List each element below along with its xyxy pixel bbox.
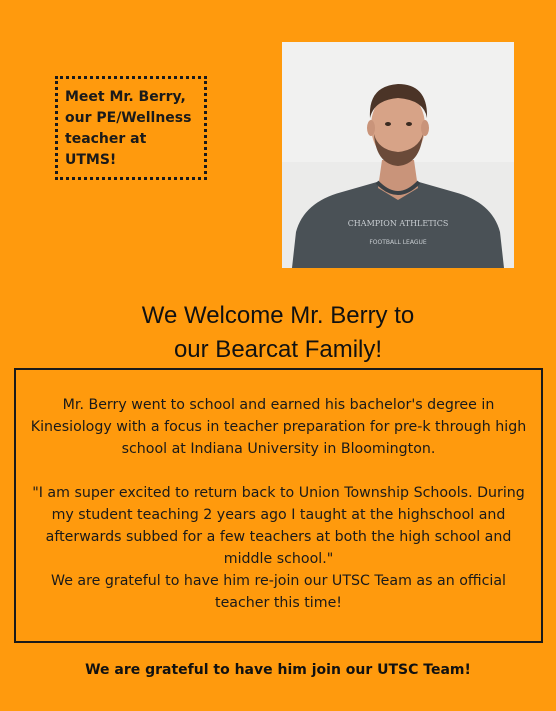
intro-callout-text: Meet Mr. Berry, our PE/Wellness teacher at UTMS!: [65, 89, 192, 168]
headline-line-2: our Bearcat Family!: [173, 336, 383, 363]
bio-paragraph: Mr. Berry went to school and earned his bachelor's degree in Kinesiology with a focus in teacher preparation for pre-k through high school at Indiana University in Bloomington.: [30, 397, 527, 457]
intro-callout-box: [55, 76, 207, 180]
closing-paragraph: We are grateful to have him re-join our UTSC Team as an official teacher this time!: [51, 573, 506, 611]
teacher-portrait-image: [282, 42, 514, 268]
bio-text-box: [14, 368, 543, 643]
paragraph-spacer: [22, 460, 535, 482]
headline-line-1: We Welcome Mr. Berry to: [141, 302, 415, 329]
teacher-photo: [282, 42, 514, 268]
shirt-print-bottom: FOOTBALL LEAGUE: [369, 239, 427, 246]
welcome-headline: [0, 299, 556, 367]
teacher-quote: "I am super excited to return back to Union Township Schools. During my student teaching 2 years ago I taught at the highschool and afterwards subbed for a few teachers at both the high school and middle school.": [32, 485, 525, 567]
shirt-print-top: CHAMPION ATHLETICS: [347, 219, 449, 228]
footer-message: We are grateful to have him join our UTSC Team!: [85, 662, 471, 678]
